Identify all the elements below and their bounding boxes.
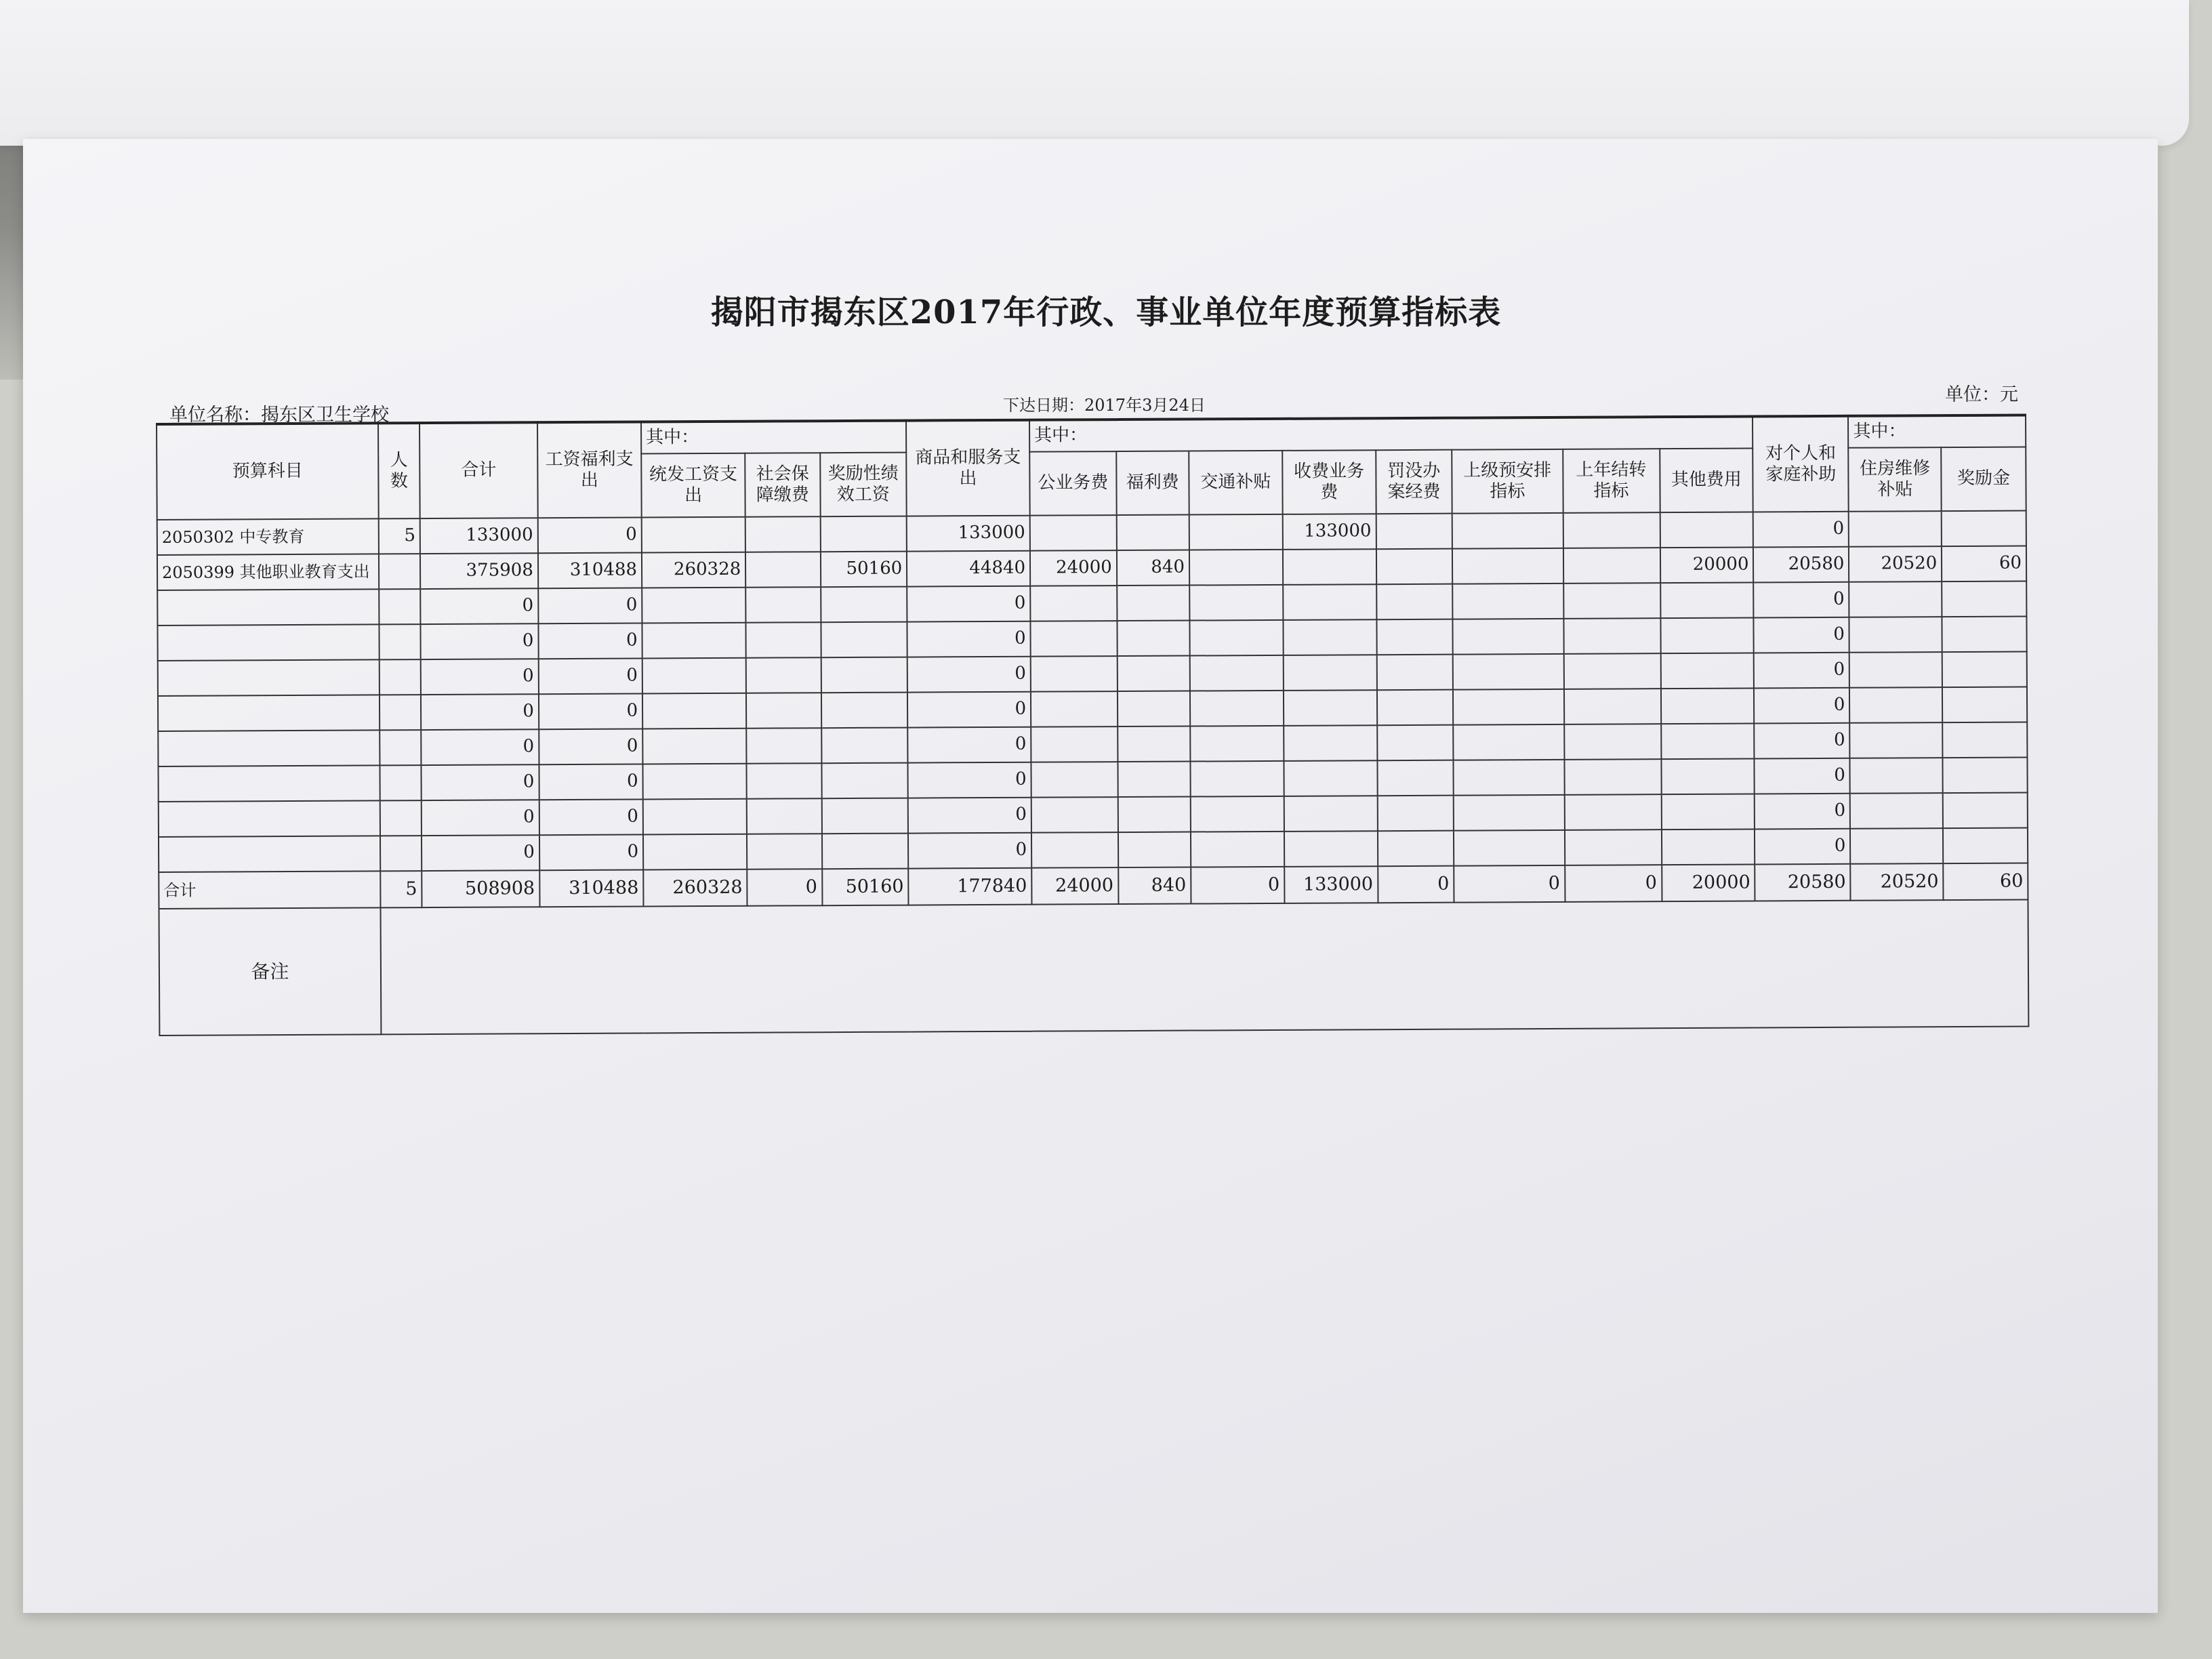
cell-confiscation-fee [1376,619,1453,655]
cell-uniform-wage [642,588,745,623]
unit-name: 单位名称：揭东区卫生学校 [169,405,389,426]
cell-housing-subsidy: 20520 [1849,546,1942,582]
cell-people [380,730,422,765]
cell-wage-welfare: 0 [538,588,642,623]
cell-wage-welfare: 0 [538,658,642,694]
cell-uniform-wage [642,658,746,694]
cell-people [380,695,422,730]
header-people: 人数 [378,423,420,518]
cell-social-security [745,516,821,552]
cell-uniform-wage [643,799,747,835]
cell-people: 5 [379,518,421,554]
cell-housing-subsidy: 20520 [1851,863,1944,901]
cell-carryover [1564,794,1661,830]
header-bonus: 奖励金 [1941,447,2026,512]
cell-carryover [1564,759,1661,795]
cell-wage-welfare: 310488 [538,552,642,588]
cell-carryover [1563,548,1660,583]
cell-office-fee [1031,656,1118,692]
cell-people [379,554,421,589]
cell-total: 0 [422,835,539,871]
cell-confiscation-fee [1377,760,1454,796]
cell-housing-subsidy [1850,828,1943,864]
cell-higher-level [1452,583,1563,619]
cell-performance-wage [821,763,908,799]
table-header [157,415,2026,520]
cell-uniform-wage [642,764,746,800]
cell-welfare-fee [1117,621,1190,657]
cell-higher-level [1453,724,1564,760]
cell-subject [159,800,380,837]
cell-total: 375908 [420,553,538,589]
header-wage-welfare: 工资福利支出 [537,422,642,518]
cell-transport-subsidy [1191,796,1284,832]
cell-transport-subsidy [1190,655,1284,691]
cell-other-fees [1660,512,1753,548]
header-uniform-wage: 统发工资支出 [641,453,745,518]
cell-total: 0 [421,623,539,659]
cell-subject: 合计 [159,871,380,909]
cell-higher-level [1453,619,1564,655]
cell-subject: 2050399 其他职业教育支出 [157,554,379,590]
cell-welfare-fee [1118,832,1191,868]
cell-wage-welfare: 0 [538,623,642,659]
cell-housing-subsidy [1850,758,1943,794]
cell-individual-subsidy: 0 [1755,829,1850,865]
cell-subject [158,730,380,766]
cell-individual-subsidy: 0 [1754,582,1849,618]
cell-confiscation-fee [1376,655,1453,691]
cell-housing-subsidy [1849,617,1942,653]
document-title: 揭阳市揭东区2017年行政、事业单位年度预算指标表 [710,293,1502,331]
header-social-security: 社会保障缴费 [745,453,820,517]
cell-social-security [746,622,821,658]
cell-wage-welfare: 0 [539,764,642,800]
cell-goods-services: 0 [907,657,1031,693]
cell-welfare-fee [1118,762,1191,798]
cell-other-fees [1660,653,1754,689]
cell-transport-subsidy [1190,761,1284,797]
cell-housing-subsidy [1849,581,1942,617]
header-transport-subsidy: 交通补贴 [1189,451,1282,515]
cell-office-fee [1031,762,1118,798]
cell-social-security [746,693,821,729]
cell-individual-subsidy: 20580 [1755,864,1851,901]
cell-welfare-fee [1116,515,1189,551]
cell-office-fee [1031,691,1118,727]
header-total: 合计 [419,422,537,518]
cell-higher-level [1454,760,1565,796]
cell-subject [157,624,379,661]
cell-social-security: 0 [747,869,822,906]
cell-social-security [747,798,822,834]
cell-subject [158,659,380,696]
cell-performance-wage: 50160 [820,552,907,588]
cell-subject [158,695,380,731]
cell-bonus [1943,758,2028,794]
cell-office-fee [1031,797,1118,833]
cell-fee-business [1283,549,1376,585]
cell-other-fees [1660,688,1754,724]
cell-bonus [1942,617,2027,653]
remarks-label: 备注 [159,907,382,1036]
cell-transport-subsidy [1189,550,1283,586]
cell-carryover [1563,653,1660,689]
table-footer [159,863,2028,1036]
cell-office-fee [1031,832,1118,868]
cell-welfare-fee: 840 [1117,550,1190,586]
cell-carryover [1563,618,1660,654]
cell-uniform-wage: 260328 [642,552,745,588]
cell-carryover [1564,724,1661,760]
header-welfare-fee: 福利费 [1116,451,1189,516]
cell-fee-business [1284,655,1377,691]
cell-other-fees: 20000 [1662,864,1755,901]
cell-bonus: 60 [1943,863,2028,901]
cell-housing-subsidy [1849,687,1942,723]
cell-housing-subsidy [1849,511,1942,547]
cell-bonus [1942,581,2026,617]
header-of-which-subsidy: 其中： [1848,415,2026,448]
header-carryover: 上年结转指标 [1563,449,1660,513]
cell-office-fee [1030,515,1117,551]
cell-other-fees [1661,758,1755,794]
cell-uniform-wage [642,623,745,659]
cell-uniform-wage [643,834,747,870]
cell-individual-subsidy: 20580 [1753,547,1849,583]
cell-confiscation-fee [1377,690,1454,726]
cell-people [379,589,421,624]
cell-welfare-fee [1117,656,1190,692]
cell-goods-services: 0 [908,833,1031,869]
cell-higher-level [1453,654,1564,690]
remarks-content [380,900,2028,1035]
cell-goods-services: 0 [907,727,1031,763]
cell-housing-subsidy [1850,722,1943,758]
cell-people [380,765,422,800]
cell-transport-subsidy [1190,726,1284,762]
table-body [157,511,2028,872]
cell-welfare-fee [1118,691,1191,727]
cell-confiscation-fee [1376,514,1452,550]
cell-office-fee [1031,726,1118,762]
cell-subject [157,589,379,626]
header-office-fee: 公业务费 [1029,451,1116,516]
cell-goods-services: 177840 [908,868,1031,905]
cell-other-fees [1661,829,1755,865]
cell-bonus: 60 [1942,546,2026,582]
cell-office-fee: 24000 [1030,550,1117,586]
cell-performance-wage [821,657,907,693]
cell-confiscation-fee [1376,549,1453,585]
cell-other-fees [1660,617,1754,653]
cell-total: 0 [422,764,539,800]
cell-subject [158,765,380,802]
cell-fee-business [1284,690,1377,726]
cell-people [380,659,422,695]
cell-subject: 2050302 中专教育 [157,518,379,555]
cell-confiscation-fee [1377,725,1454,761]
cell-total: 508908 [422,870,539,907]
cell-confiscation-fee [1378,831,1454,867]
cell-carryover [1563,512,1660,548]
cell-individual-subsidy: 0 [1754,617,1849,653]
cell-bonus [1942,511,2026,547]
cell-bonus [1943,828,2028,864]
cell-total: 0 [421,659,539,695]
cell-welfare-fee [1117,586,1190,621]
cell-total: 0 [421,729,539,765]
cell-transport-subsidy [1189,585,1283,621]
cell-total: 0 [420,588,538,624]
header-of-which-goods: 其中： [1029,416,1753,451]
cell-goods-services: 44840 [907,551,1030,587]
cell-office-fee [1030,586,1117,621]
cell-individual-subsidy: 0 [1754,653,1849,689]
cell-goods-services: 0 [908,762,1031,798]
cell-confiscation-fee [1377,796,1454,832]
cell-wage-welfare: 0 [539,834,643,870]
cell-higher-level: 0 [1454,865,1565,903]
cell-fee-business: 133000 [1284,866,1378,903]
header-goods-services: 商品和服务支出 [906,420,1029,516]
budget-table [156,414,2029,1036]
cell-performance-wage [821,587,907,623]
header-individual-subsidy: 对个人和家庭补助 [1753,416,1849,512]
cell-people [380,800,422,836]
cell-people [379,624,421,659]
cell-total: 133000 [420,518,538,554]
cell-performance-wage [821,728,908,764]
header-higher-level: 上级预安排指标 [1452,449,1563,514]
cell-housing-subsidy [1849,652,1942,688]
cell-uniform-wage: 260328 [643,869,747,907]
cell-social-security [747,763,822,799]
cell-social-security [745,587,821,623]
cell-carryover: 0 [1565,865,1662,902]
remarks-row [159,900,2029,1036]
cell-wage-welfare: 0 [539,729,642,764]
cell-uniform-wage [642,517,745,553]
cell-carryover [1563,689,1660,724]
cell-people [380,836,422,871]
header-other-fees: 其他费用 [1660,448,1753,512]
cell-performance-wage [821,693,907,729]
header-performance-wage: 奖励性绩效工资 [820,453,907,517]
cell-uniform-wage [642,693,746,729]
header-housing-subsidy: 住房维修补贴 [1849,447,1942,512]
cell-confiscation-fee: 0 [1378,866,1454,903]
cell-welfare-fee [1118,726,1191,762]
cell-office-fee: 24000 [1031,867,1118,905]
cell-goods-services: 0 [907,692,1031,728]
cell-carryover [1563,583,1660,619]
cell-bonus [1942,722,2027,758]
cell-fee-business [1284,760,1377,796]
cell-subject [159,836,380,872]
cell-fee-business: 133000 [1283,514,1376,550]
cell-total: 0 [421,694,539,730]
cell-individual-subsidy: 0 [1755,758,1850,794]
cell-social-security [747,834,822,869]
cell-fee-business [1284,831,1378,867]
cell-bonus [1942,652,2027,688]
cell-higher-level [1454,830,1565,866]
cell-individual-subsidy: 0 [1754,688,1849,724]
cell-other-fees [1660,582,1754,618]
cell-wage-welfare: 310488 [539,869,643,907]
cell-fee-business [1284,796,1378,832]
cell-confiscation-fee [1376,584,1453,620]
cell-bonus [1942,687,2027,723]
cell-transport-subsidy [1190,691,1284,726]
header-fee-business: 收费业务费 [1282,450,1376,514]
underlying-paper-sheet [0,0,2189,146]
cell-goods-services: 0 [907,621,1031,657]
cell-individual-subsidy: 0 [1755,723,1850,759]
cell-transport-subsidy: 0 [1191,867,1284,904]
cell-individual-subsidy: 0 [1753,512,1849,548]
cell-housing-subsidy [1850,793,1943,829]
cell-goods-services: 133000 [907,516,1030,552]
currency-unit: 单位：元 [1945,384,2018,405]
issue-date: 下达日期：2017年3月24日 [1003,396,1206,415]
cell-performance-wage: 50160 [822,869,909,906]
cell-performance-wage [822,834,909,869]
cell-individual-subsidy: 0 [1755,794,1850,830]
cell-transport-subsidy [1189,514,1283,550]
cell-goods-services: 0 [908,798,1031,834]
cell-wage-welfare: 0 [539,693,642,729]
cell-carryover [1564,830,1661,865]
cell-wage-welfare: 0 [539,799,643,835]
cell-social-security [746,728,821,764]
cell-social-security [745,552,821,588]
header-of-which-wage: 其中： [641,421,906,454]
cell-higher-level [1452,548,1563,584]
cell-welfare-fee [1118,797,1191,833]
cell-welfare-fee: 840 [1118,867,1191,905]
cell-performance-wage [820,516,907,552]
header-confiscation-fee: 罚没办案经费 [1376,450,1452,514]
cell-higher-level [1453,689,1564,725]
cell-bonus [1943,793,2028,829]
cell-performance-wage [821,622,907,658]
cell-fee-business [1283,584,1376,620]
cell-other-fees [1661,723,1755,759]
cell-transport-subsidy [1191,832,1284,867]
cell-fee-business [1283,619,1376,655]
cell-people: 5 [380,871,422,907]
cell-higher-level [1454,795,1565,831]
header-subject: 预算科目 [157,423,379,520]
cell-office-fee [1030,621,1117,657]
cell-goods-services: 0 [907,586,1030,622]
cell-other-fees: 20000 [1660,547,1753,583]
cell-higher-level [1452,513,1563,549]
cell-total: 0 [422,800,539,836]
cell-fee-business [1284,725,1377,761]
cell-uniform-wage [642,729,746,764]
cell-wage-welfare: 0 [537,517,641,553]
cell-transport-subsidy [1189,620,1283,656]
cell-other-fees [1661,794,1755,830]
budget-table-container [156,414,2029,1036]
cell-performance-wage [821,798,908,834]
cell-social-security [746,657,821,693]
